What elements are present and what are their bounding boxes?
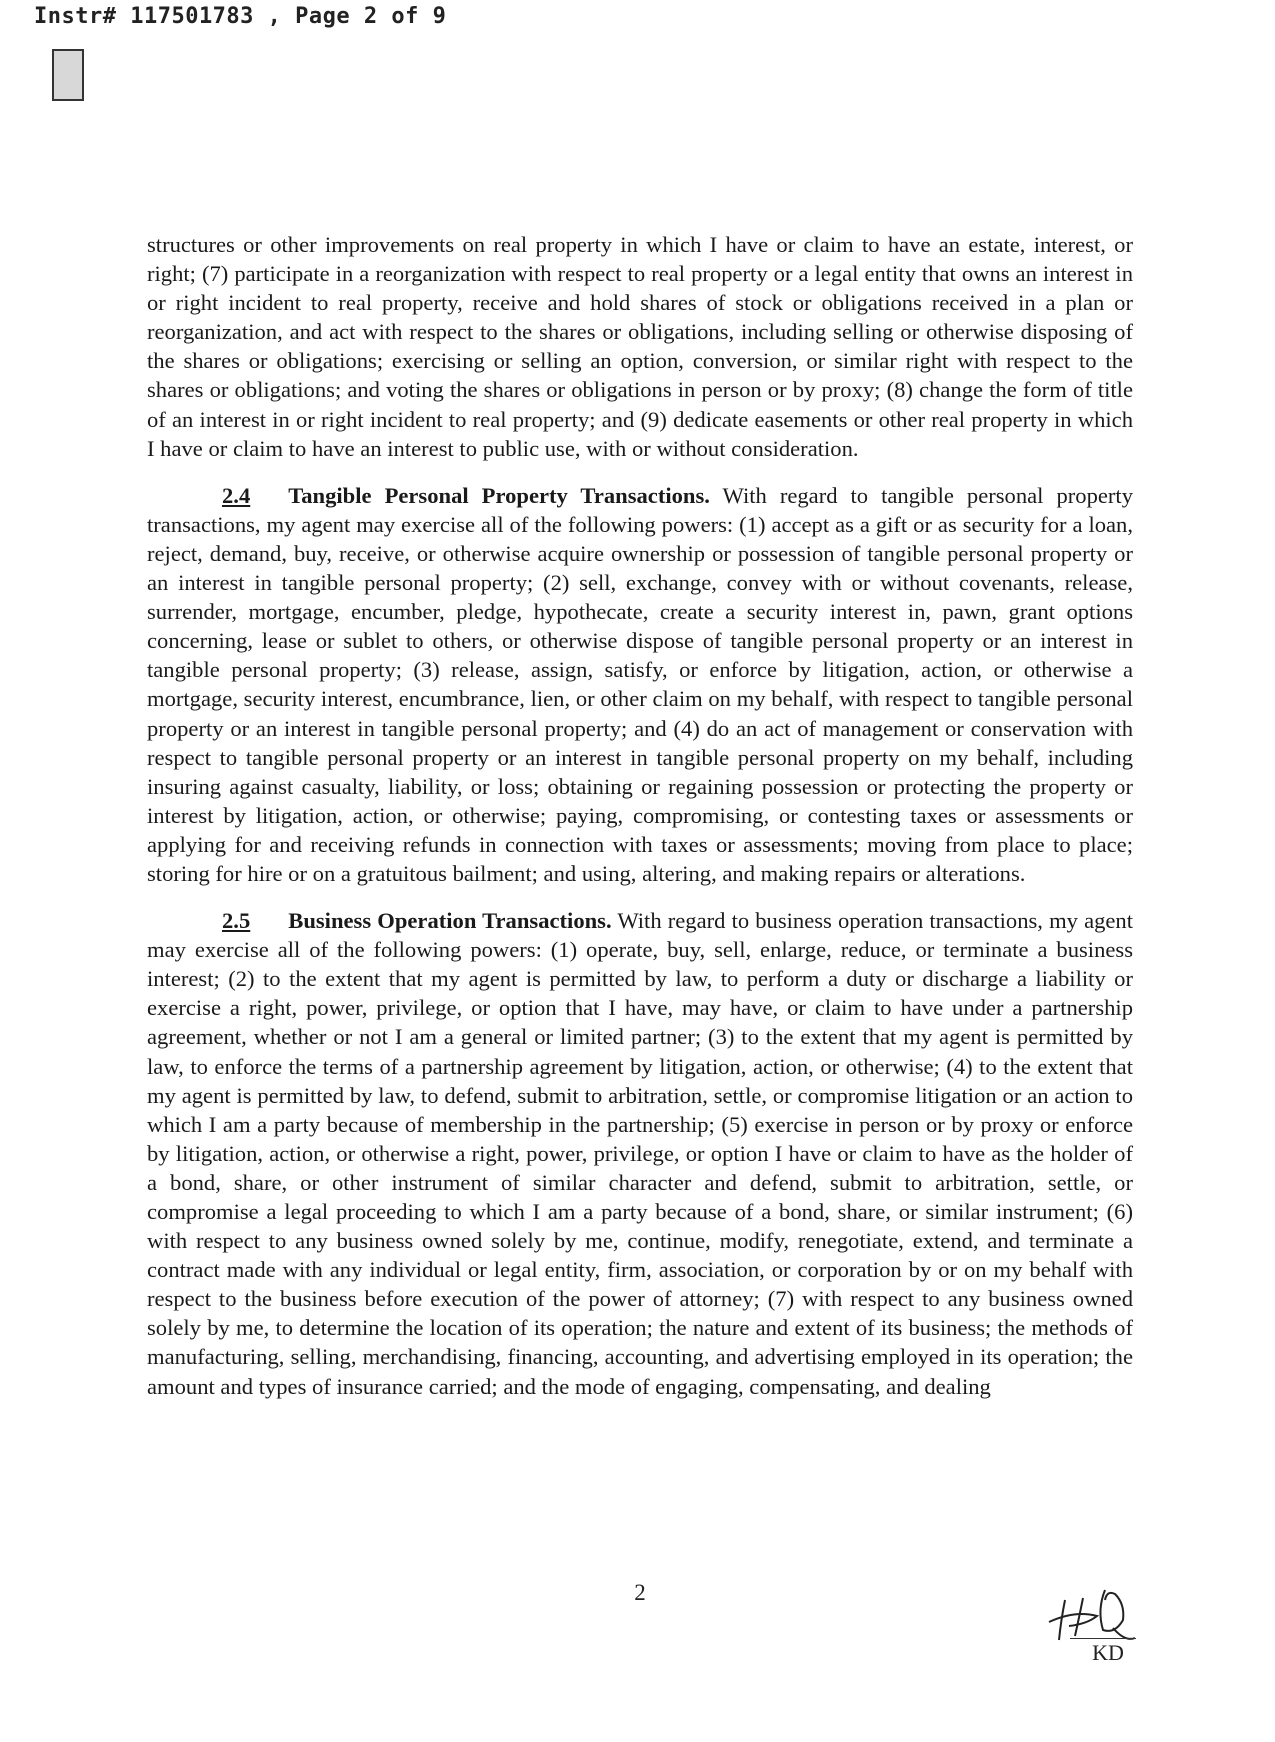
initials-label: KD	[1092, 1640, 1124, 1665]
paragraph-continuation: structures or other improvements on real property in which I have or claim to have an estate, interest, or right; (7) participate in a reorganization with respect to real property or a legal entity that owns an interest in or right incident to real property, receive and hold shares of stock or obligations received in a plan or reorganization, and act with respect to the shares or obligations, including selling or otherwise disposing of the shares or obligations; exercising or selling an option, conversion, or similar right with respect to the shares or obligations; and voting the shares or obligations in person or by proxy; (8) change the form of title of an interest in or right incident to real property; and (9) dedicate easements or other real property in which I have or claim to have an interest to public use, with or without consideration.	[147, 232, 1133, 461]
section-text: With regard to tangible personal property transactions, my agent may exercise all of the following powers: (1) accept as a gift or as security for a loan, reject, demand, buy, receive, or otherwise acquire ownership or possession of tangible personal property or an interest in tangible personal property; (2) sell, exchange, convey with or without covenants, release, surrender, mortgage, encumber, pledge, hypothecate, create a security interest in, pawn, grant options concerning, lease or sublet to others, or otherwise dispose of tangible personal property or an interest in tangible personal property; (3) release, assign, satisfy, or enforce by litigation, action, or otherwise a mortgage, security interest, encumbrance, lien, or other claim on my behalf, with respect to tangible personal property or an interest in tangible personal property; and (4) do an act of management or conservation with respect to tangible personal property or an interest in tangible personal property on my behalf, including insuring against casualty, liability, or loss; obtaining or regaining possession or protecting the property or interest by litigation, action, or otherwise; paying, compromising, or contesting taxes or assessments or applying for and receiving refunds in connection with taxes or assessments; moving from place to place; storing for hire or on a gratuitous bailment; and using, altering, and making repairs or alterations.	[147, 482, 1134, 886]
checkbox-icon	[52, 49, 84, 101]
section-number: 2.5	[222, 908, 251, 934]
section-2-4	[147, 481, 1133, 888]
section-text: With regard to business operation transactions, my agent may exercise all of the following powers: (1) operate, buy, sell, enlarge, reduce, or terminate a business interest; (2) to the extent that my agent is permitted by law, to perform a duty or discharge a liability or exercise a right, power, privilege, or option that I have, may have, or claim to have under a partnership agreement, whether or not I am a general or limited partner; (3) to the extent that my agent is permitted by law, to enforce the terms of a partnership agreement by litigation, action, or otherwise; (4) to the extent that my agent is permitted by law, to defend, submit to arbitration, settle, or compromise litigation or an action to which I am a party because of membership in the partnership; (5) exercise in person or by proxy or enforce by litigation, action, or otherwise a right, power, privilege, or option I have or claim to have as the holder of a bond, share, or other instrument of similar character and defend, submit to arbitration, settle, or compromise a legal proceeding to which I am a party because of a bond, share, or similar instrument; (6) with respect to any business owned solely by me, continue, modify, renegotiate, extend, and terminate a contract made with any individual or legal entity, firm, association, or corporation by or on my behalf with respect to the business before execution of the power of attorney; (7) with respect to any business owned solely by me, to determine the location of its operation; the nature and extent of its business; the methods of manufacturing, selling, merchandising, financing, accounting, and advertising employed in its operation; the amount and types of insurance carried; and the mode of engaging, compensating, and dealing	[147, 908, 1133, 1399]
section-title: Business Operation Transactions.	[288, 908, 612, 934]
page-number: 2	[634, 1580, 646, 1605]
section-number: 2.4	[222, 482, 251, 508]
document-body	[147, 230, 1133, 1419]
initials-line	[1070, 1638, 1136, 1639]
instrument-header: Instr# 117501783 , Page 2 of 9	[34, 4, 447, 29]
section-title: Tangible Personal Property Transactions.	[288, 482, 710, 508]
section-2-5	[147, 906, 1133, 1401]
